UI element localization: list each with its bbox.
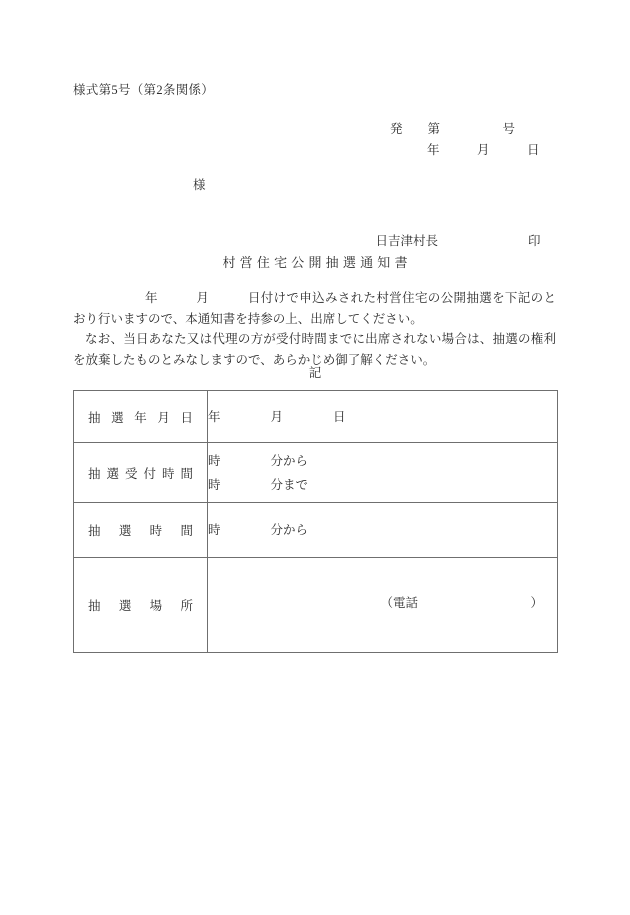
body-text bbox=[73, 288, 556, 370]
lottery-details-table bbox=[73, 390, 558, 653]
addressee-honorific: 様 bbox=[193, 178, 206, 192]
issue-number-line: 発 第 号 bbox=[390, 122, 516, 136]
row-value-lottery-time[interactable]: 時 分から bbox=[208, 503, 558, 558]
row-label-lottery-date: 抽選年月日 bbox=[74, 391, 208, 443]
issue-date-line: 年 月 日 bbox=[427, 143, 540, 157]
row-label-lottery-time: 抽選時間 bbox=[74, 503, 208, 558]
body-paragraph-1: 年 月 日付けで申込みされた村営住宅の公開抽選を下記のとおり行いますので、本通知書を持参の上、出席してください。 bbox=[73, 291, 556, 326]
table-row bbox=[74, 503, 558, 558]
table-row bbox=[74, 391, 558, 443]
row-value-reception-time[interactable]: 時 分から 時 分まで bbox=[208, 443, 558, 503]
row-value-lottery-date[interactable]: 年 月 日 bbox=[208, 391, 558, 443]
table-row bbox=[74, 558, 558, 653]
row-label-lottery-venue: 抽選場所 bbox=[74, 558, 208, 653]
lottery-details-table-wrapper bbox=[73, 390, 555, 653]
issuer-name: 日吉津村長 bbox=[375, 234, 439, 248]
body-paragraph-2: なお、当日あなた又は代理の方が受付時間までに出席されない場合は、抽選の権利を放棄したものとみなしますので、あらかじめ御了解ください。 bbox=[73, 332, 556, 367]
seal-mark: 印 bbox=[528, 234, 541, 248]
form-number: 様式第5号（第2条関係） bbox=[73, 83, 215, 97]
row-label-reception-time: 抽選受付時間 bbox=[74, 443, 208, 503]
table-row bbox=[74, 443, 558, 503]
record-marker: 記 bbox=[308, 366, 322, 380]
page-title: 村営住宅公開抽選通知書 bbox=[222, 255, 412, 270]
issue-number-date-block bbox=[390, 119, 540, 161]
venue-phone-field: （電話 ） bbox=[380, 595, 543, 610]
row-value-lottery-venue[interactable] bbox=[208, 558, 558, 653]
